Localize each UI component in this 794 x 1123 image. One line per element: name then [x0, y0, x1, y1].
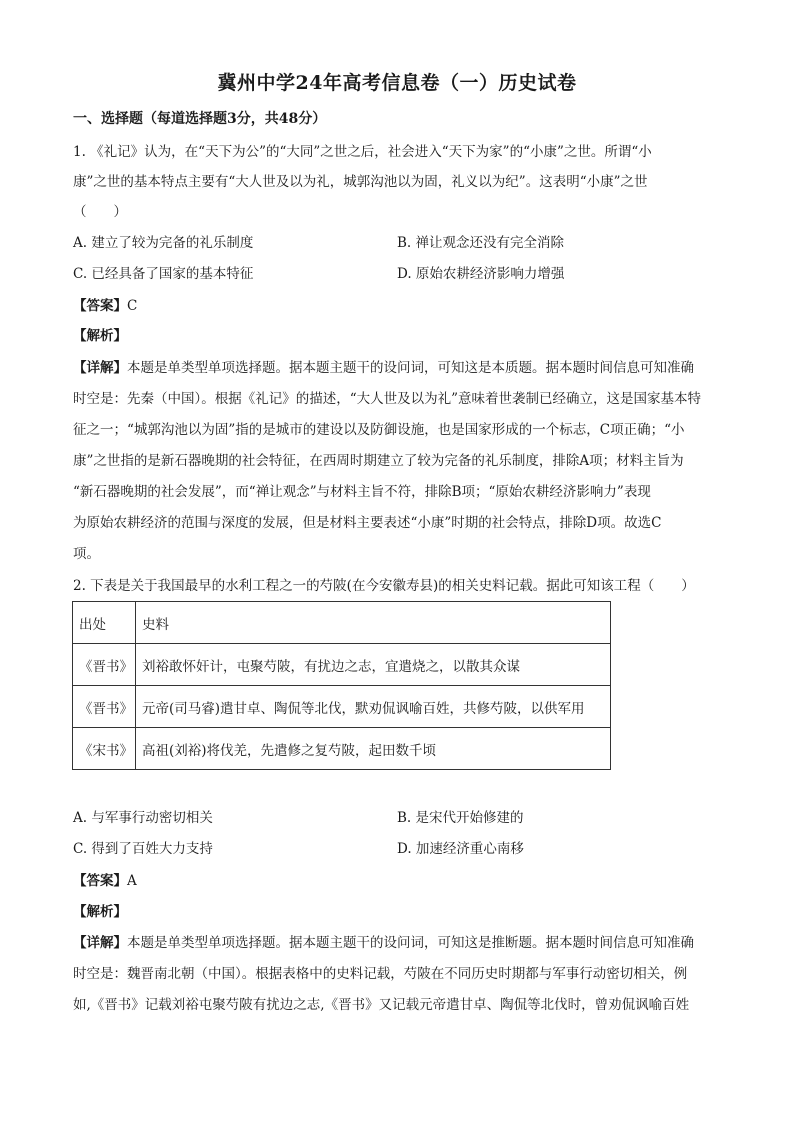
detail-tag: 【详解】 — [73, 935, 127, 951]
q1-detail-line-7: 项。 — [73, 546, 100, 562]
q1-detail-line-6: 为原始农耕经济的范围与深度的发展，但是材料主要表述“小康”时期的社会特点，排除D项。故选C — [73, 515, 662, 531]
q1-detail-line-4: 康”之世指的是新石器晚期的社会特征，在西周时期建立了较为完备的礼乐制度，排除A项；材料主旨为 — [73, 453, 684, 469]
table-cell-text: 高祖(刘裕)将伐羌，先遣修之复芍陂，起田数千顷 — [136, 728, 611, 770]
q1-stem-line-2: 康”之世的基本特点主要有“大人世及以为礼，城郭沟池以为固，礼义以为纪”。这表明“小康”之世 — [73, 174, 648, 190]
answer-tag: 【答案】 — [73, 298, 127, 314]
q2-analysis-tag: 【解析】 — [73, 904, 127, 920]
q1-detail-line-1 — [73, 358, 694, 378]
q1-analysis-tag: 【解析】 — [73, 328, 127, 344]
q1-option-b: B. 禅让观念还没有完全消除 — [397, 235, 565, 251]
q1-detail-line-2: 时空是：先秦（中国）。根据《礼记》的描述，“大人世及以为礼”意味着世袭制已经确立，这是国家基本特 — [73, 391, 702, 407]
q1-option-d: D. 原始农耕经济影响力增强 — [397, 266, 565, 282]
answer-value: A — [127, 873, 137, 889]
q1-detail-line-5: “新石器晚期的社会发展”，而“禅让观念”与材料主旨不符，排除B项；“原始农耕经济影响力”表现 — [73, 484, 651, 500]
table-row — [73, 728, 611, 770]
q1-option-a: A. 建立了较为完备的礼乐制度 — [73, 235, 254, 251]
table-header-row — [73, 602, 611, 644]
table-row — [73, 686, 611, 728]
table-header-cell: 出处 — [73, 602, 136, 644]
q2-detail-line-1 — [73, 933, 694, 953]
q2-stem: 2. 下表是关于我国最早的水利工程之一的芍陂(在今安徽寿县)的相关史料记载。据此可知该工程（ ） — [73, 578, 695, 594]
detail-tag: 【详解】 — [73, 360, 127, 376]
table-row — [73, 644, 611, 686]
q1-option-c: C. 已经具备了国家的基本特征 — [73, 266, 254, 282]
table-cell-text: 刘裕敢怀奸计，屯聚芍陂，有扰边之志，宜遣烧之，以散其众谋 — [136, 644, 611, 686]
section-heading: 一、选择题（每道选择题3分，共48分） — [73, 111, 327, 127]
table-cell-source: 《宋书》 — [73, 728, 136, 770]
q1-detail-line-3: 征之一；“城郭沟池以为固”指的是城市的建设以及防御设施，也是国家形成的一个标志，C项正确；“小 — [73, 422, 685, 438]
q2-detail-line-2: 时空是：魏晋南北朝（中国）。根据表格中的史料记载，芍陂在不同历史时期都与军事行动密切相关，例 — [73, 966, 688, 982]
q2-option-b: B. 是宋代开始修建的 — [397, 810, 524, 826]
q2-answer — [73, 871, 137, 891]
detail-text: 本题是单类型单项选择题。据本题主题干的设问词，可知这是本质题。据本题时间信息可知准确 — [127, 360, 694, 376]
answer-value: C — [127, 298, 138, 314]
table-cell-source: 《晋书》 — [73, 644, 136, 686]
q1-stem-line-1: 1. 《礼记》认为，在“天下为公”的“大同”之世之后，社会进入“天下为家”的“小康”之世。所谓“小 — [73, 144, 652, 160]
page-title: 冀州中学24年高考信息卷（一）历史试卷 — [217, 72, 577, 94]
answer-tag: 【答案】 — [73, 873, 127, 889]
q2-option-a: A. 与军事行动密切相关 — [73, 810, 213, 826]
source-table — [72, 601, 611, 770]
detail-text: 本题是单类型单项选择题。据本题主题干的设问词，可知这是推断题。据本题时间信息可知准确 — [127, 935, 694, 951]
q2-option-c: C. 得到了百姓大力支持 — [73, 841, 213, 857]
q1-stem-line-3: （ ） — [73, 204, 127, 220]
q2-detail-line-3: 如,《晋书》记载刘裕屯聚芍陂有扰边之志,《晋书》又记载元帝遣甘卓、陶侃等北伐时，曾劝侃讽喻百姓 — [73, 997, 690, 1013]
table-header-cell: 史料 — [136, 602, 611, 644]
table-cell-source: 《晋书》 — [73, 686, 136, 728]
table-cell-text: 元帝(司马睿)遣甘卓、陶侃等北伐，默劝侃讽喻百姓，共修芍陂，以供军用 — [136, 686, 611, 728]
q2-option-d: D. 加速经济重心南移 — [397, 841, 524, 857]
q1-answer — [73, 296, 137, 316]
